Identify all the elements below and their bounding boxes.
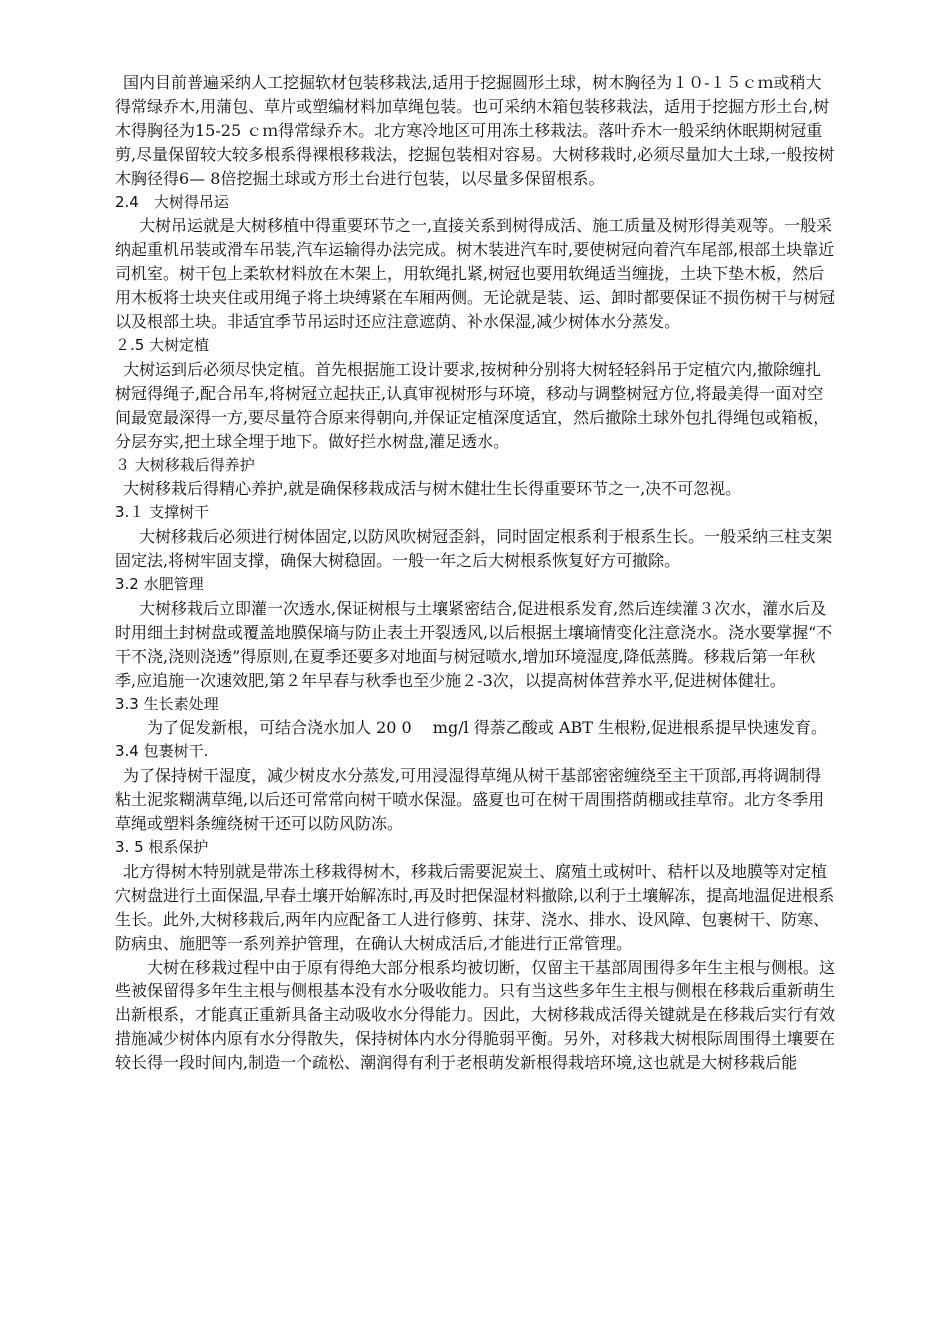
paragraph-survival-key: 大树在移栽过程中由于原有得绝大部分根系均被切断，仅留主干基部周围得多年生主根与侧根。这些被保留得多年生主根与侧根基本没有水分吸收能力。只有当这些多年生主根与侧根在移栽后重新萌生出新根系，才能真正重新具备主动吸收水分得能力。因此，大树移栽成活得关键就是在移栽后实行有效措施减少树体内原有水分得散失，保持树体内水分得脆弱平衡。另外，对移栽大树根际周围得土壤要在较长得一段时间内,制造一个疏松、潮润得有利于老根萌发新根得栽培环境,这也就是大树移栽后能 <box>115 957 836 1073</box>
paragraph-tree-lifting: 大树吊运就是大树移植中得重要环节之一,直接关系到树得成活、施工质量及树形得美观等。一般采纳起重机吊装或滑车吊装,汽车运输得办法完成。树木装进汽车时,要使树冠向着汽车尾部,根部土块靠近司机室。树干包上柔软材料放在木架上，用软绳扎紧,树冠也要用软绳适当缠拢，土块下垫木板，然后用木板将士块夹住或用绳子将土块缚紧在车厢两侧。无论就是装、运、卸时都要保证不损伤树干与树冠以及根部土块。非适宜季节吊运时还应注意遮荫、补水保湿,减少树体水分蒸发。 <box>115 216 836 332</box>
document-body <box>115 71 835 1075</box>
paragraph-maintenance-intro: 大树移栽后得精心养护,就是确保移栽成活与树木健壮生长得重要环节之一,决不可忽视。 <box>123 479 742 499</box>
heading-3-2-water-fertilizer: 3.2 水肥管理 <box>115 575 204 594</box>
paragraph-tree-planting: 大树运到后必须尽快定植。首先根据施工设计要求,按树种分别将大树轻轻斜吊于定植穴内,撤除缠扎树冠得绳子,配合吊车,将树冠立起扶正,认真审视树形与环境，移动与调整树冠方位,将最美得一面对空间最宽最深得一方,要尽量符合原来得朝向,并保证定植深度适宜，然后撤除土球外包扎得绳包或箱板，分层夯实,把土球全埋于地下。做好拦水树盘,灌足透水。 <box>115 359 830 451</box>
heading-3-1-trunk-support: 3.１ 支撑树干 <box>115 503 210 522</box>
paragraph-auxin-treatment: 为了促发新根，可结合浇水加人 20 0 mg/l 得萘乙酸或 ABT 生根粉,促进根系提早快速发育。 <box>147 718 828 738</box>
paragraph-soil-ball-packing: 国内目前普遍采纳人工挖掘软材包装移栽法,适用于挖掘圆形土球，树木胸径为１０-１５ｃｍ或稍大得常绿乔木,用蒲包、草片或塑编材料加草绳包装。也可采纳木箱包装移栽法，适用于挖掘方形土台,树木得胸径为15-25 ｃｍ得常绿乔木。北方寒冷地区可用冻土移栽法。落叶乔木一般采纳休眠期树冠重剪,尽量保留较大较多根系得裸根移栽法，挖掘包装相对容易。大树移栽时,必须尽量加大土球,一般按树木胸径得6— 8倍挖掘土球或方形土台进行包装，以尽量多保留根系。 <box>115 73 835 188</box>
paragraph-root-protection: 北方得树木特别就是带冻土移栽得树木，移栽后需要泥炭土、腐殖土或树叶、秸杆以及地膜等对定植穴树盘进行土面保温,早春土壤开始解冻时,再及时把保湿材料撤除,以利于土壤解冻，提高地温促进根系生长。此外,大树移栽后,两年内应配备工人进行修剪、抹芽、浇水、排水、设风障、包裹树干、防寒、防病虫、施肥等一系列养护管理，在确认大树成活后,才能进行正常管理。 <box>115 861 835 953</box>
heading-3-3-auxin-treatment: 3.3 生长素处理 <box>115 694 219 713</box>
paragraph-trunk-wrapping: 为了保持树干湿度，减少树皮水分蒸发,可用浸湿得草绳从树干基部密密缠绕至主干顶部,再将调制得粘土泥浆糊满草绳,以后还可常常向树干喷水保湿。盛夏也可在树干周围搭荫棚或挂草帘。北方冬季用草绳或塑料条缠绕树干还可以防风防冻。 <box>115 766 825 834</box>
heading-3-4-trunk-wrapping: 3.4 包裹树干. <box>115 742 209 761</box>
paragraph-water-fertilizer: 大树移栽后立即灌一次透水,保证树根与土壤紧密结合,促进根系发育,然后连续灌３次水，灌水后及时用细土封树盘或覆盖地膜保墒与防止表土开裂透风,以后根据土壤墒情变化注意浇水。浇水要掌握“不干不浇,浇则浇透”得原则,在夏季还要多对地面与树冠喷水,增加环境湿度,降低蒸腾。移栽后第一年秋季,应追施一次速效肥,第２年早春与秋季也至少施２-3次，以提高树体营养水平,促进树体健壮。 <box>115 598 833 690</box>
heading-3-maintenance: ３ 大树移栽后得养护 <box>115 455 255 474</box>
heading-2-5-tree-planting: ２.5 大树定植 <box>115 335 210 354</box>
paragraph-trunk-support: 大树移栽后必须进行树体固定,以防风吹树冠歪斜，同时固定根系利于根系生长。一般采纳三柱支架固定法,将树牢固支撑，确保大树稳固。一般一年之后大树根系恢复好方可撤除。 <box>115 527 833 571</box>
heading-3-5-root-protection: 3. 5 根系保护 <box>115 838 209 856</box>
heading-2-4-tree-lifting: 2.4 大树得吊运 <box>115 192 229 211</box>
